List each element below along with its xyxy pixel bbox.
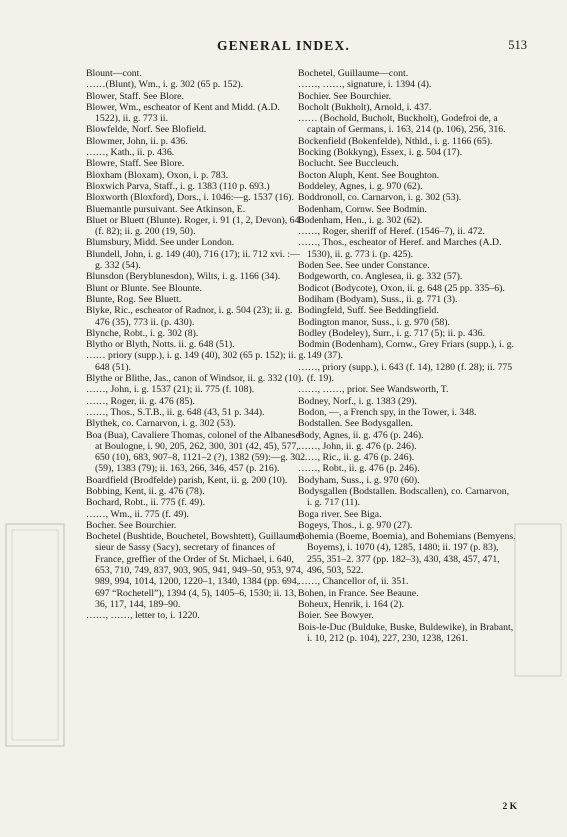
index-entry: Blynche, Robt., i. g. 302 (8). xyxy=(86,327,199,339)
page-header xyxy=(0,38,567,58)
index-entry: ……, priory (supp.), i. 643 (f. 14), 1280 (f. 28); ii. 775 (f. 19). xyxy=(298,361,513,385)
index-entry: ……, John, i. g. 1537 (21); ii. 775 (f. 108). xyxy=(86,384,255,396)
index-entry: ……, Kath., ii. p. 436. xyxy=(86,147,175,159)
index-entry: Bohen, in France. See Beaune. xyxy=(298,587,419,599)
index-column-right xyxy=(298,68,516,644)
index-entry: Bobbing, Kent, ii. g. 476 (78). xyxy=(86,485,205,497)
index-entry: ……, ……, signature, i. 1394 (4). xyxy=(298,79,432,91)
index-entry: …… priory (supp.), i. g. 149 (40), 302 (65 p. 152); ii. g. 648 (51). xyxy=(86,350,306,373)
index-entry: Bodney, Norf., i. g. 1383 (29). xyxy=(298,395,417,407)
index-entry: Bodenham, Hen., i. g. 302 (62). xyxy=(298,214,423,226)
index-entry: Bluet or Bluett (Blunte). Roger, i. 91 (1, 2, Devon), 643 (f. 82); ii. g. 200 (19, 50). xyxy=(86,214,305,238)
index-entry: ……(Blunt), Wm., i. g. 302 (65 p. 152). xyxy=(86,79,244,91)
index-entry: Blytho or Blyth, Notts. ii. g. 648 (51). xyxy=(86,339,235,351)
index-entry: ……, Ric., ii. g. 476 (p. 246). xyxy=(298,452,415,464)
index-entry: …… (Bochold, Bucholt, Buckholt), Godefroi de, a captain of Germans, i. 163, 214 (p. 106), 256, 316. xyxy=(298,113,506,136)
index-entry: Bodiham (Bodyam), Suss., ii. g. 771 (3). xyxy=(298,293,458,305)
page-number: 513 xyxy=(508,38,527,52)
index-entry: Bodicot (Bodycote), Oxon, ii. g. 648 (25 pp. 335–6). xyxy=(298,282,505,294)
index-entry: Blowre, Staff. See Blore. xyxy=(86,158,185,170)
index-entry: ……, John, ii. g. 476 (p. 246). xyxy=(298,440,417,452)
index-entry: Bodgeworth, co. Anglesea, ii. g. 332 (57). xyxy=(298,271,463,283)
index-entry: ……, Roger, ii. g. 476 (85). xyxy=(86,395,195,407)
index-entry: Boddeley, Agnes, i. g. 970 (62). xyxy=(298,180,423,192)
index-entry: Boheux, Henrik, i. 164 (2). xyxy=(298,598,405,610)
index-entry: Boclucht. See Buccleuch. xyxy=(298,158,399,170)
index-entry: Bodyham, Suss., i. g. 970 (60). xyxy=(298,474,420,486)
signature-mark: 2 K xyxy=(502,802,517,812)
index-entry: ……, Robt., ii. g. 476 (p. 246). xyxy=(298,463,420,475)
index-entry: Bodley (Bodeley), Surr., i. g. 717 (5); ii. p. 436. xyxy=(298,327,485,339)
index-column-left xyxy=(86,68,306,622)
index-entry: Boddronoll, co. Carnarvon, i. g. 302 (53). xyxy=(298,192,462,204)
index-entry: Blunsdon (Beryblunesdon), Wilts, i. g. 1166 (34). xyxy=(86,271,281,283)
index-entry: Blyke, Ric., escheator of Radnor, i. g. 504 (23); ii. g. 476 (35), 773 ii. (p. 430). xyxy=(86,305,293,328)
index-entry: Bodmin (Bodenham), Cornw., Grey Friars (supp.), i. g. 149 (37). xyxy=(298,339,514,362)
index-entry: ……, ……, letter to, i. 1220. xyxy=(86,610,200,622)
index-entry: Bloxham (Bloxam), Oxon, i. p. 783. xyxy=(86,169,229,181)
index-entry: Blower, Wm., escheator of Kent and Midd. (A.D. 1522), ii. g. 773 ii. xyxy=(86,101,280,125)
index-entry: Blythek, co. Carnarvon, i. g. 302 (53). xyxy=(86,418,236,430)
library-stamp-watermark-right xyxy=(507,520,567,680)
index-entry: ……, Thos., escheator of Heref. and Marches (A.D. 1530), ii. g. 773 i. (p. 425). xyxy=(298,237,502,260)
index-entry: Blumsbury, Midd. See under London. xyxy=(86,237,235,249)
index-entry: Blunt or Blunte. See Blounte. xyxy=(86,282,202,294)
index-entry: Bodington manor, Suss., i. g. 970 (58). xyxy=(298,316,451,328)
index-entry: ……, Wm., ii. 775 (f. 49). xyxy=(86,508,189,520)
library-stamp-watermark-left xyxy=(0,520,70,750)
index-entry: ……, ……, prior. See Wandsworth, T. xyxy=(298,384,449,396)
index-entry: Bockenfield (Bokenfelde), Nthld., i. g. 1166 (65). xyxy=(298,135,493,147)
index-entry: Bodenham, Cornw. See Bodmin. xyxy=(298,203,427,215)
index-entry: Blowfelde, Norf. See Blofield. xyxy=(86,124,207,136)
index-entry: Bochetel (Bushtide, Bouchetel, Bowshtett), Guillaume, sieur de Sassy (Sacy), secretary of finances of France, greffier of the Order of St. Michael, i. 640, 653, 710, 749, 837, 903, 905, 941, 949–50, 953, 974, 989, 994, 1014, 1200, 1220–1, 1340, 1384 (pp. 694, 697 “Rochetell”), 1394 (4, 5), 1405–6, 1530; ii. 13, 36, 117, 144, 189–90. xyxy=(86,531,304,610)
index-entry: Bodon, —, a French spy, in the Tower, i. 348. xyxy=(298,406,477,418)
index-entry: Bocton Aluph, Kent. See Boughton. xyxy=(298,169,440,181)
index-entry: Blowmer, John, ii. p. 436. xyxy=(86,135,188,147)
index-entry: Blundell, John, i. g. 149 (40), 716 (17); ii. 712 xvi. :—g. 332 (54). xyxy=(86,248,300,272)
index-entry: Bloxworth (Bloxford), Dors., i. 1046:—g. 1537 (16). xyxy=(86,192,294,204)
index-entry: Bochard, Robt., ii. 775 (f. 49). xyxy=(86,497,205,509)
index-entry: Blount—cont. xyxy=(86,68,142,79)
index-entry: Bodysgallen (Bodstallen. Bodscallen), co. Carnarvon, i. g. 717 (11). xyxy=(298,485,510,509)
index-entry: Bochetel, Guillaume—cont. xyxy=(298,68,409,79)
index-entry: Blunte, Rog. See Bluett. xyxy=(86,293,182,305)
index-entry: Bocholt (Bukholt), Arnold, i. 437. xyxy=(298,101,432,113)
index-entry: ……, Roger, sheriff of Heref. (1546–7), ii. 472. xyxy=(298,226,485,238)
index-entry: ……, Thos., S.T.B., ii. g. 648 (43, 51 p. 344). xyxy=(86,406,265,418)
index-entry: Bohemia (Boeme, Boemia), and Bohemians (Bemyens, Boyems), i. 1070 (4), 1285, 1480; ii. 197 (p. 83), 255, 351–2. 377 (pp. 182–3), 430, 438, 457, 471, 496, 503, 522. xyxy=(298,531,516,577)
index-entry: Boardfield (Brodfelde) parish, Kent, ii. g. 200 (10). xyxy=(86,474,288,486)
index-entry: Bois-le-Duc (Bulduke, Buske, Buldewike), in Brabant, i. 10, 212 (p. 104), 227, 230, 1238, 1261. xyxy=(298,621,514,644)
index-entry: Boier. See Bowyer. xyxy=(298,610,374,622)
index-entry: Blower, Staff. See Blore. xyxy=(86,90,184,102)
index-entry: Bluemantle pursuivant. See Atkinson, E. xyxy=(86,203,246,215)
index-entry: Bochier. See Bourchier. xyxy=(298,90,392,102)
index-entry: Boden See. See under Constance. xyxy=(298,260,430,272)
index-entry: Bodstallen. See Bodysgallen. xyxy=(298,418,413,430)
index-entry: ……, Chancellor of, ii. 351. xyxy=(298,576,409,588)
index-entry: Bloxwich Parva, Staff., i. g. 1383 (110 p. 693.) xyxy=(86,180,270,192)
index-entry: Bocking (Bokkyng), Essex, i. g. 504 (17). xyxy=(298,147,463,159)
index-entry: Bodingfeld, Suff. See Beddingfield. xyxy=(298,305,439,317)
index-entry: Bogeys, Thos., i. g. 970 (27). xyxy=(298,519,413,531)
index-entry: Blythe or Blithe, Jas., canon of Windsor, ii. g. 332 (10). xyxy=(86,373,304,385)
page-title: GENERAL INDEX. xyxy=(216,38,351,53)
index-entry: Body, Agnes, ii. g. 476 (p. 246). xyxy=(298,429,424,441)
index-entry: Bocher. See Bourchier. xyxy=(86,519,177,531)
index-entry: Boa (Bua), Cavaliere Thomas, colonel of the Albanese at Boulogne, i. 90, 205, 262, 300, 301 (42, 45), 577, 650 (10), 683, 907–8, 1121–2 (?), 1382 (59):—g. 302 (59), 1383 (79); ii. 163, 266, 346, 457 (p. 216). xyxy=(86,429,305,475)
index-entry: Boga river. See Biga. xyxy=(298,508,382,520)
